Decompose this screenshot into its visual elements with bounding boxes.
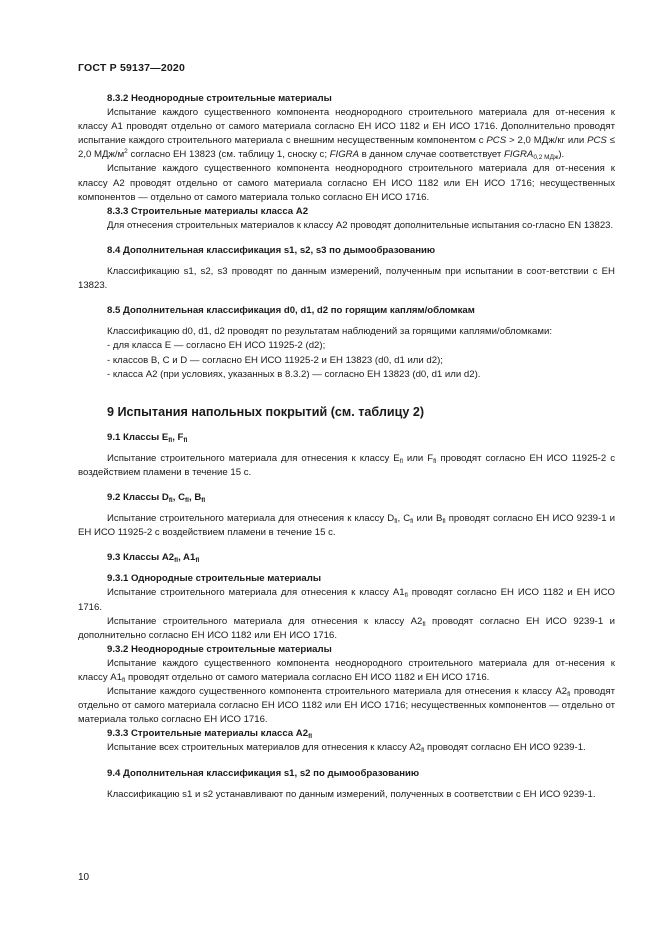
section-9-2-paragraph: Испытание строительного материала для отнесения к классу $D_{fl}$, $C_{fl}$ или $B_{fl}$ проводят согласно ЕН ИСО 9239-1 и ЕН ИСО 11925-2 с воздействием пламени в течение 15 с. [78, 513, 616, 539]
section-9-4-paragraph: Классификацию s1 и s2 устанавливают по данным измерений, полученных в соответствии с ЕН ИСО 9239-1. [107, 788, 596, 800]
section-9-3-1-paragraph-2: Испытание строительного материала для отнесения к классу $A2_{fl}$ проводят согласно ЕН ИСО 9239-1 и дополнительно согласно ЕН ИСО 1182 или ЕН ИСО 1716. [78, 615, 615, 641]
section-9-3-1-paragraph-1: Испытание строительного материала для отнесения к классу $A1_{fl}$ проводят согласно ЕН ИСО 1182 и ЕН ИСО 1716. [78, 587, 615, 613]
page-number: 10 [78, 872, 90, 883]
section-8-3-2-paragraph-2: Испытание каждого существенного компонента неоднородного строительного материала для от-несения к классу А2 проводят отдельно от самого материала согласно ЕН ИСО 1182 или ЕН ИСО 1716; несущественных компонентов — отдельно от самого материала только согласно ЕН ИСО 1716. [78, 163, 615, 203]
document-header: ГОСТ Р 59137—2020 [78, 62, 186, 74]
section-9-3-2-title: 9.3.2 Неоднородные строительные материалы [107, 643, 332, 655]
section-9-4-title: 9.4 Дополнительная классификация s1, s2 по дымообразованию [107, 767, 420, 779]
list-item: - класса А2 (при условиях, указанных в 8.3.2) — согласно ЕН 13823 (d0, d1 или d2). [107, 368, 481, 380]
section-8-3-2-paragraph-1: Испытание каждого существенного компонента неоднородного строительного материала для от-несения к классу А1 проводят отдельно от самого материала согласно ЕН ИСО 1182 и ЕН ИСО 1716. Дополнительно проводят испытание каждого строительного материала с внешним несущественным компонентом с PCS > 2,0 МДж/кг или PCS ≤ 2,0 МДж/$м^2$ согласно ЕН 13823 (см. таблицу 1, сноску с; FIGRA в данном случае соответствует $FIGRA_{0,2 МДж}$). [78, 107, 615, 162]
section-9-title: 9 Испытания напольных покрытий (см. таблицу 2) [107, 404, 425, 419]
section-9-2-title: 9.2 Классы $D_{fl}$, $C_{fl}$, $B_{fl}$ [107, 491, 206, 504]
document-body [78, 92, 615, 802]
list-item: - для класса Е — согласно ЕН ИСО 11925-2 (d2); [107, 340, 326, 352]
list-item: - классов В, С и D — согласно ЕН ИСО 11925-2 и ЕН 13823 (d0, d1 или d2); [107, 354, 443, 366]
section-8-4-title: 8.4 Дополнительная классификация s1, s2, s3 по дымообразованию [107, 244, 436, 256]
section-9-1-paragraph: Испытание строительного материала для отнесения к классу $E_{fl}$ или $F_{fl}$ проводят согласно ЕН ИСО 11925-2 с воздействием пламени в течение 15 с. [78, 452, 615, 478]
section-9-3-title: 9.3 Классы $A2_{fl}$, $A1_{fl}$ [107, 552, 200, 565]
section-9-3-3-paragraph: Испытание всех строительных материалов для отнесения к классу $A2_{fl}$ проводят согласно ЕН ИСО 9239-1. [107, 742, 586, 755]
section-8-5-lead: Классификацию d0, d1, d2 проводят по результатам наблюдений за горящими каплями/обломками: [107, 326, 552, 338]
section-8-3-3-paragraph: Для отнесения строительных материалов к классу А2 проводят дополнительные испытания со-гласно EN 13823. [107, 219, 614, 231]
section-8-5-title: 8.5 Дополнительная классификация d0, d1, d2 по горящим каплям/обломкам [107, 305, 475, 317]
section-8-3-3-title: 8.3.3 Строительные материалы класса А2 [107, 205, 309, 217]
section-8-4-paragraph: Классификацию s1, s2, s3 проводят по данным измерений, полученным при испытании в соот-ветствии с ЕН 13823. [78, 266, 615, 292]
section-9-3-1-title: 9.3.1 Однородные строительные материалы [107, 573, 322, 585]
section-9-1-title: 9.1 Классы $E_{fl}$, $F_{fl}$ [107, 431, 188, 444]
section-9-3-2-paragraph-2: Испытание каждого существенного компонента строительного материала для отнесения к классу $A2_{fl}$ проводят отдельно от самого материала согласно ЕН ИСО 1182 или ЕН ИСО 1716; несущественных компонентов — отдельно от материала только согласно ЕН ИСО 1716. [78, 686, 615, 726]
section-9-3-2-paragraph-1: Испытание каждого существенного компонента неоднородного строительного материала для от-несения к классу $A1_{fl}$ проводят отдельно от самого материала согласно ЕН ИСО 1182 и ЕН ИСО 1716. [78, 657, 615, 684]
section-9-3-3-title: 9.3.3 Строительные материалы класса $A2_{fl}$ [107, 728, 313, 741]
section-8-3-2-title: 8.3.2 Неоднородные строительные материалы [107, 93, 332, 104]
